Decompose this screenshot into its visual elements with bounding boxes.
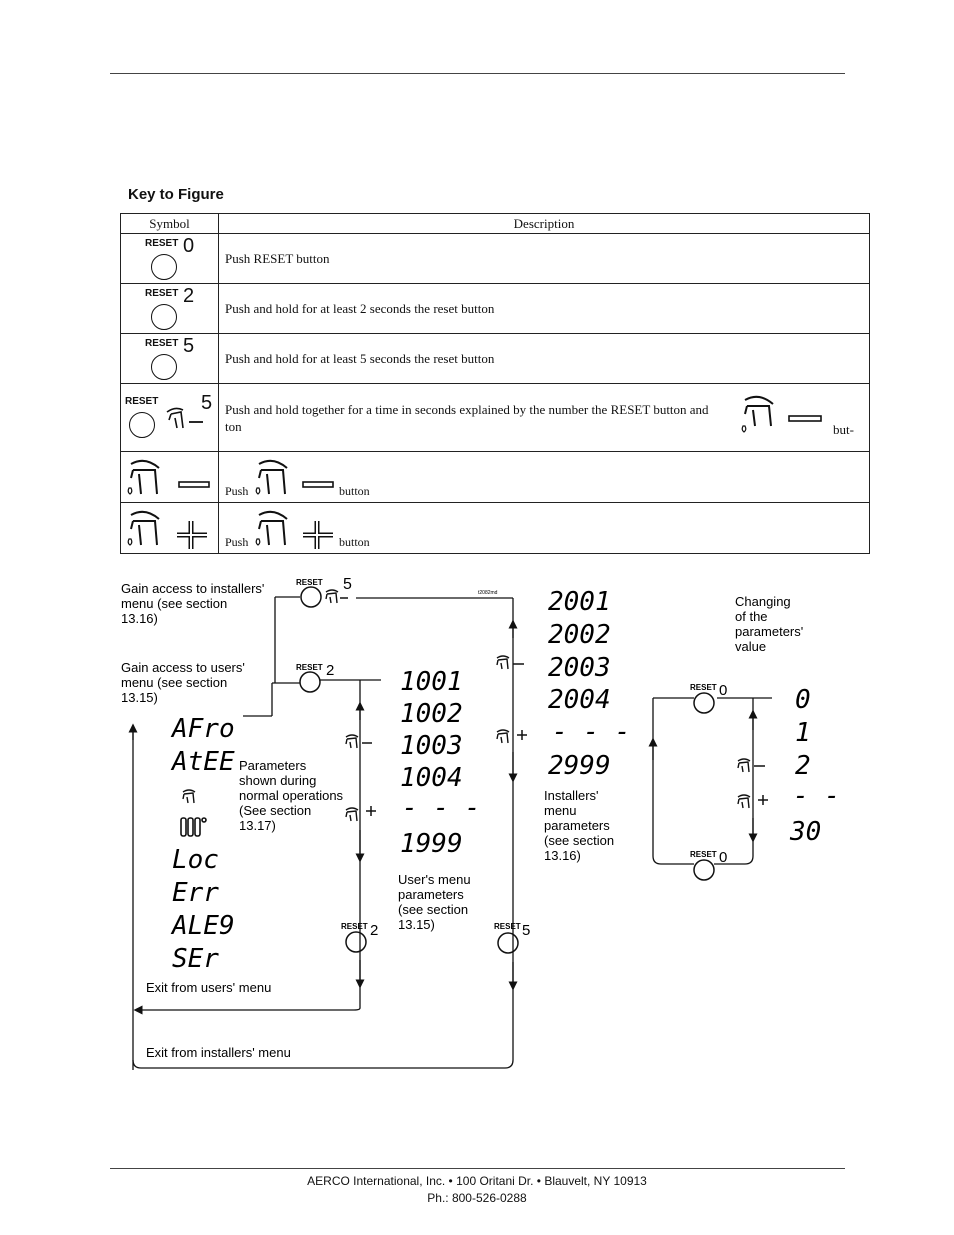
footer-address: AERCO International, Inc. • 100 Oritani Dr. • Blauvelt, NY 10913 [307,1174,647,1188]
reset-button-icon [301,587,321,607]
desc-text-cont: but- [833,422,854,437]
value-display: 1 [795,718,811,748]
reset-button-icon [346,932,366,952]
param-display: Err [172,878,219,908]
push-text: Push [225,484,249,498]
tap-icon [497,656,509,669]
reset-label: RESET [145,288,179,299]
value-display: 2 [795,751,811,781]
normal-params-line: Parameters [239,758,307,773]
param-display: 1999 [400,829,463,859]
users-params-list [400,667,480,859]
reset-button-icon [498,933,518,953]
installers-params-list [548,587,630,781]
users-params-line: (see section [398,902,469,917]
param-display: 2001 [548,587,611,617]
footer-phone: Ph.: 800-526-0288 [427,1191,527,1205]
normal-params-line: 13.17) [239,818,276,833]
param-display: 2004 [548,685,611,715]
tap-icon [497,730,509,743]
hold-seconds: 0 [719,682,728,699]
normal-params-line: (See section [239,803,312,818]
hold-seconds: 5 [522,922,531,939]
reset-button-icon [300,672,320,692]
normal-params-line: normal operations [239,788,344,803]
desc-text: Push and hold together for a time in seconds explained by the number the RESET button and [225,402,709,417]
reset-label: RESET [494,922,521,931]
symbol-header: Symbol [121,214,219,234]
users-access-line: Gain access to users' [121,660,245,675]
tap-icon [326,590,338,603]
installers-access-label [121,581,268,626]
users-params-line: 13.15) [398,917,435,932]
tap-icon [738,759,750,772]
exit-installers-label: Exit from installers' menu [146,1045,291,1060]
param-display: 1003 [400,731,463,761]
plus-icon [758,795,768,805]
installers-params-line: (see section [544,833,615,848]
changing-line: of the [735,609,768,624]
param-display: 1001 [400,667,463,697]
hold-seconds: 2 [370,922,379,939]
changing-line: Changing [735,594,791,609]
reset-label: RESET [125,396,159,407]
desc-cell: Push and hold for at least 5 seconds the reset button [219,334,870,384]
param-display: - - - [402,793,481,823]
reset-label: RESET [341,922,368,931]
footer-rule [110,1168,845,1169]
tap-icon [346,808,358,821]
connector-line [653,698,694,864]
param-display: 1004 [400,763,463,793]
description-header: Description [219,214,870,234]
installers-params-line: Installers' [544,788,599,803]
users-access-line: menu (see section [121,675,228,690]
installers-params-label [544,788,618,863]
radiator-icon [181,818,206,836]
param-display: 2003 [548,653,611,683]
users-access-label [121,660,249,705]
param-display: 2002 [548,620,611,650]
reset-button-icon [694,860,714,880]
param-display: ALE9 [172,911,235,941]
desc-cell: Push and hold for at least 2 seconds the reset button [219,284,870,334]
reset-label: RESET [296,663,323,672]
hold-seconds: 2 [183,285,195,307]
normal-params-list [170,714,235,974]
installers-params-line: parameters [544,818,610,833]
desc-cell: Push RESET button [219,234,870,284]
hold-seconds: 5 [343,576,352,593]
reset-label: RESET [145,338,179,349]
changing-label [735,594,807,654]
changing-line: value [735,639,767,654]
users-params-label [398,872,474,932]
connector-line [133,1060,513,1068]
reset-label: RESET [690,683,717,692]
param-display: 1002 [400,699,463,729]
key-title: Key to Figure [128,186,224,203]
button-text: button [339,535,370,549]
tap-icon [738,795,750,808]
users-access-line: 13.15) [121,690,158,705]
tap-icon [346,735,358,748]
tap-icon [183,790,195,803]
reset-button-icon [694,693,714,713]
exit-users-label: Exit from users' menu [146,980,272,995]
value-display: 0 [795,685,811,715]
installers-params-line: menu [544,803,577,818]
param-display: AFro [172,714,235,744]
hold-seconds: 0 [719,849,728,866]
push-text: Push [225,535,249,549]
plus-icon [366,806,376,816]
param-display: - - - [552,717,631,747]
hold-seconds: 5 [201,392,213,414]
normal-params-label [239,758,347,833]
changing-line: parameters' [735,624,804,639]
figure-ref: t2082md [478,590,498,596]
normal-params-line: shown during [239,773,317,788]
installers-access-line: menu (see section [121,596,228,611]
button-text: button [339,484,370,498]
reset-label: RESET [690,850,717,859]
page-footer [0,1173,954,1207]
reset-label: RESET [296,578,323,587]
desc-text-wrap: ton [225,419,242,434]
arrow [138,1008,360,1010]
param-display: AtEE [172,747,235,777]
hold-seconds: 5 [183,335,195,357]
value-params-list [789,685,840,847]
param-display: Loc [172,845,219,875]
value-display: - - [793,781,840,811]
hold-seconds: 0 [183,235,195,257]
param-display: 2999 [548,751,611,781]
users-params-line: parameters [398,887,464,902]
hold-seconds: 2 [326,662,335,679]
users-params-line: User's menu [398,872,471,887]
value-display: 30 [790,817,822,847]
installers-params-line: 13.16) [544,848,581,863]
installers-access-line: Gain access to installers' [121,581,265,596]
connector-line [714,698,753,864]
param-display: SEr [172,944,219,974]
reset-label: RESET [145,238,179,249]
plus-icon [517,730,527,740]
installers-access-line: 13.16) [121,611,158,626]
